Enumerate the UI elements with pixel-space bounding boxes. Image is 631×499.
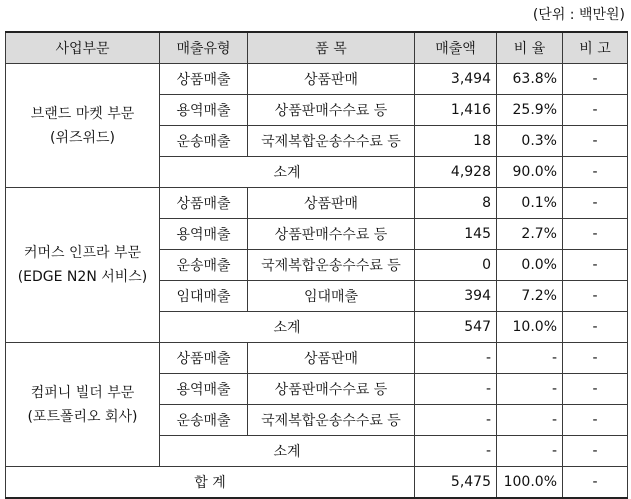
- item-cell: 상품판매수수료 등: [248, 95, 415, 126]
- segment-name-line: (포트폴리오 회사): [27, 408, 138, 425]
- table-row: [6, 188, 628, 219]
- table-row: [6, 343, 628, 374]
- revenue-type-cell: 용역매출: [160, 374, 248, 405]
- note-cell: -: [563, 374, 628, 405]
- amount-cell: -: [415, 343, 497, 374]
- ratio-cell: 0.1%: [497, 188, 563, 219]
- amount-cell: 18: [415, 126, 497, 157]
- item-cell: 임대매출: [248, 281, 415, 312]
- total-note: -: [563, 467, 628, 499]
- revenue-type-cell: 상품매출: [160, 64, 248, 95]
- header-note: 비 고: [563, 32, 628, 64]
- segment-name-line: 컴퍼니 빌더 부문: [30, 384, 135, 401]
- revenue-type-cell: 용역매출: [160, 219, 248, 250]
- header-row: [6, 32, 628, 64]
- header-item: 품 목: [248, 32, 415, 64]
- amount-cell: 145: [415, 219, 497, 250]
- item-cell: 국제복합운송수수료 등: [248, 405, 415, 436]
- ratio-cell: 2.7%: [497, 219, 563, 250]
- ratio-cell: -: [497, 343, 563, 374]
- ratio-cell: 0.3%: [497, 126, 563, 157]
- segment-name-company-builder: [6, 343, 160, 467]
- subtotal-amount: -: [415, 436, 497, 467]
- header-type: 매출유형: [160, 32, 248, 64]
- revenue-type-cell: 운송매출: [160, 126, 248, 157]
- total-amount: 5,475: [415, 467, 497, 499]
- subtotal-ratio: 10.0%: [497, 312, 563, 343]
- segment-name-commerce-infra: [6, 188, 160, 343]
- note-cell: -: [563, 281, 628, 312]
- segment-name-line: 브랜드 마켓 부문: [30, 105, 135, 122]
- note-cell: -: [563, 64, 628, 95]
- revenue-type-cell: 운송매출: [160, 250, 248, 281]
- ratio-cell: -: [497, 405, 563, 436]
- note-cell: -: [563, 95, 628, 126]
- revenue-type-cell: 상품매출: [160, 188, 248, 219]
- note-cell: -: [563, 188, 628, 219]
- item-cell: 상품판매: [248, 343, 415, 374]
- header-ratio: 비 율: [497, 32, 563, 64]
- subtotal-amount: 4,928: [415, 157, 497, 188]
- subtotal-amount: 547: [415, 312, 497, 343]
- ratio-cell: 0.0%: [497, 250, 563, 281]
- item-cell: 국제복합운송수수료 등: [248, 250, 415, 281]
- note-cell: -: [563, 250, 628, 281]
- subtotal-note: -: [563, 436, 628, 467]
- ratio-cell: 63.8%: [497, 64, 563, 95]
- subtotal-label: 소계: [160, 436, 415, 467]
- amount-cell: 1,416: [415, 95, 497, 126]
- ratio-cell: 7.2%: [497, 281, 563, 312]
- note-cell: -: [563, 405, 628, 436]
- revenue-table: [5, 31, 628, 499]
- total-ratio: 100.0%: [497, 467, 563, 499]
- revenue-type-cell: 용역매출: [160, 95, 248, 126]
- revenue-type-cell: 운송매출: [160, 405, 248, 436]
- header-segment: 사업부문: [6, 32, 160, 64]
- ratio-cell: -: [497, 374, 563, 405]
- total-label: 합 계: [6, 467, 415, 499]
- item-cell: 상품판매: [248, 64, 415, 95]
- total-row: [6, 467, 628, 499]
- ratio-cell: 25.9%: [497, 95, 563, 126]
- amount-cell: -: [415, 405, 497, 436]
- amount-cell: 8: [415, 188, 497, 219]
- item-cell: 상품판매수수료 등: [248, 374, 415, 405]
- revenue-type-cell: 임대매출: [160, 281, 248, 312]
- amount-cell: 0: [415, 250, 497, 281]
- subtotal-note: -: [563, 157, 628, 188]
- segment-name-line: (위즈위드): [49, 129, 116, 146]
- segment-name-line: 커머스 인프라 부문: [23, 245, 142, 261]
- segment-name-brand-market: [6, 64, 160, 188]
- item-cell: 국제복합운송수수료 등: [248, 126, 415, 157]
- amount-cell: 394: [415, 281, 497, 312]
- note-cell: -: [563, 126, 628, 157]
- header-amount: 매출액: [415, 32, 497, 64]
- note-cell: -: [563, 343, 628, 374]
- subtotal-label: 소계: [160, 312, 415, 343]
- subtotal-ratio: -: [497, 436, 563, 467]
- subtotal-ratio: 90.0%: [497, 157, 563, 188]
- item-cell: 상품판매수수료 등: [248, 219, 415, 250]
- table-row: [6, 64, 628, 95]
- item-cell: 상품판매: [248, 188, 415, 219]
- unit-label: (단위 : 백만원): [532, 7, 625, 23]
- amount-cell: 3,494: [415, 64, 497, 95]
- note-cell: -: [563, 219, 628, 250]
- amount-cell: -: [415, 374, 497, 405]
- subtotal-label: 소계: [160, 157, 415, 188]
- revenue-type-cell: 상품매출: [160, 343, 248, 374]
- segment-name-line: (EDGE N2N 서비스): [17, 269, 148, 285]
- subtotal-note: -: [563, 312, 628, 343]
